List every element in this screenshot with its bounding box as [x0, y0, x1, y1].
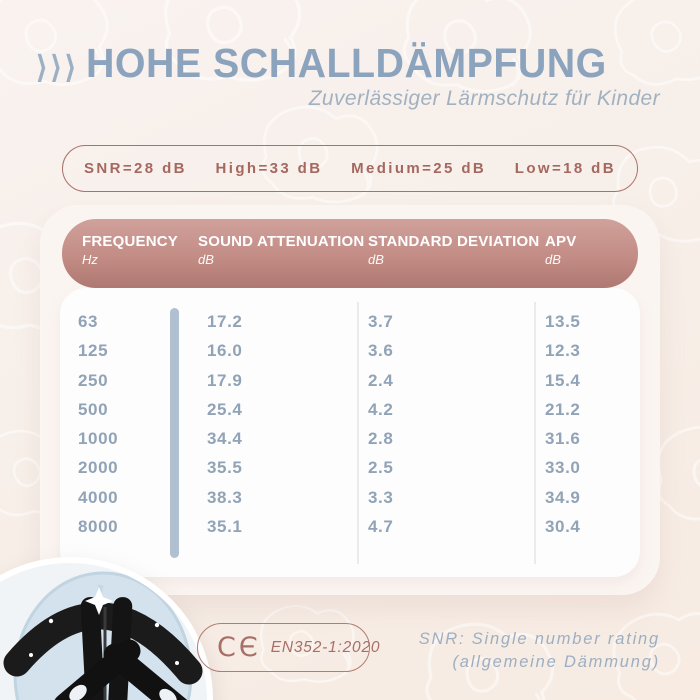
table-cell: 17.2	[207, 312, 243, 331]
table-cell: 2.5	[368, 458, 394, 478]
footnote-line2: (allgemeine Dämmung)	[452, 653, 660, 671]
table-cell: 1000	[78, 429, 119, 449]
table-cell: 4.2	[368, 399, 394, 419]
table-cell: 38.3	[207, 487, 243, 507]
page-title: HOHE SCHALLDÄMPFUNG	[86, 40, 607, 86]
footnote-line1: SNR: Single number rating	[418, 630, 660, 648]
medium-value: Medium=25 dB	[351, 160, 487, 177]
table-row	[60, 429, 640, 449]
table-cell: 16.0	[207, 341, 243, 361]
table-cell: 17.9	[207, 370, 243, 390]
table-cell: 3.6	[368, 341, 394, 361]
table-cell: 500	[78, 399, 109, 419]
column-label: SOUND ATTENUATION	[198, 233, 365, 250]
table-cell: 30.4	[545, 516, 581, 536]
column-header-sound-attenuation	[198, 233, 364, 267]
snr-value: SNR=28 dB	[84, 160, 187, 177]
certification-standard: EN352-1:2020	[270, 638, 381, 656]
product-photo	[0, 557, 213, 700]
table-cell: 125	[78, 341, 109, 361]
table-row	[60, 312, 640, 332]
snr-summary-pill	[62, 145, 638, 192]
table-cell: 21.2	[545, 399, 581, 419]
table-cell: 33.0	[545, 458, 581, 478]
table-row	[60, 517, 640, 537]
table-header	[62, 219, 638, 288]
column-header-frequency	[82, 233, 178, 267]
table-cell: 15.4	[545, 370, 581, 390]
table-cell: 2.4	[368, 370, 394, 390]
table-cell: 3.7	[368, 312, 394, 331]
column-label: STANDARD DEVIATION	[368, 233, 540, 250]
high-value: High=33 dB	[215, 160, 323, 177]
table-cell: 35.5	[207, 458, 243, 478]
table-row	[60, 400, 640, 420]
column-header-standard-deviation	[368, 233, 539, 267]
table-cell: 4.7	[368, 516, 394, 536]
table-cell: 25.4	[207, 399, 243, 419]
table-cell: 34.9	[545, 487, 581, 507]
chevrons-icon: ⟩⟩⟩	[36, 51, 79, 85]
table-row	[60, 371, 640, 391]
table-cell: 4000	[78, 487, 119, 507]
ear-defenders-image	[0, 563, 213, 700]
column-header-apv	[545, 233, 576, 267]
certification-badge	[197, 623, 381, 672]
column-unit: Hz	[82, 252, 98, 267]
table-row	[60, 458, 640, 478]
table-cell: 31.6	[545, 429, 581, 449]
table-cell: 250	[78, 370, 109, 390]
column-label: APV	[545, 233, 577, 250]
column-unit: dB	[545, 252, 561, 267]
page-subtitle: Zuverlässiger Lärmschutz für Kinder	[308, 87, 660, 110]
attenuation-panel	[40, 205, 660, 595]
table-cell: 3.3	[368, 487, 394, 507]
table-cell: 8000	[78, 516, 119, 536]
table-card	[60, 288, 640, 577]
ce-mark-icon: CЄ	[217, 632, 261, 663]
column-label: FREQUENCY	[82, 233, 178, 250]
column-unit: dB	[198, 252, 214, 267]
table-row	[60, 488, 640, 508]
table-cell: 63	[78, 312, 99, 331]
table-cell: 2.8	[368, 429, 394, 449]
column-unit: dB	[368, 252, 384, 267]
table-row	[60, 341, 640, 361]
table-cell: 35.1	[207, 516, 243, 536]
table-cell: 12.3	[545, 341, 581, 361]
table-cell: 13.5	[545, 312, 581, 331]
footnote	[419, 628, 660, 674]
table-cell: 34.4	[207, 429, 243, 449]
table-cell: 2000	[78, 458, 119, 478]
table-body	[60, 312, 640, 537]
low-value: Low=18 dB	[514, 160, 616, 177]
